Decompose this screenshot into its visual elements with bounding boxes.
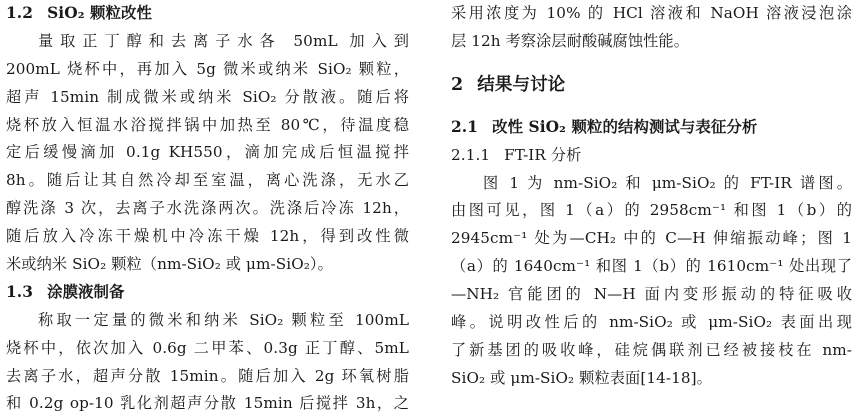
paragraph-line: 米或纳米 SiO₂ 颗粒（nm-SiO₂ 或 μm-SiO₂）。 — [6, 255, 333, 274]
paragraph-line: 峰。说明改性后的 nm-SiO₂ 或 μm-SiO₂ 表面出现 — [451, 313, 852, 332]
paragraph-line: 随后放入冷冻干燥机中冷冻干燥 12h，得到改性微 — [6, 227, 409, 246]
right-column — [451, 0, 852, 393]
paragraph-line: 称取一定量的微米和纳米 SiO₂ 颗粒至 100mL — [38, 310, 409, 329]
paragraph-line: 由图可见，图 1（a）的 2958cm⁻¹ 和图 1（b）的 — [451, 201, 852, 220]
section-title: SiO₂ 颗粒改性 — [47, 4, 153, 22]
section-heading-1-3 — [6, 279, 409, 307]
spacer — [451, 102, 852, 114]
paragraph-line: 200mL 烧杯中，再加入 5g 微米或纳米 SiO₂ 颗粒， — [6, 59, 409, 78]
paragraph-line: 8h。随后让其自然冷却至室温，离心洗涤，无水乙 — [6, 171, 409, 190]
paragraph-line: SiO₂ 或 μm-SiO₂ 颗粒表面[14-18]。 — [451, 368, 712, 387]
paragraph-line: 超声 15min 制成微米或纳米 SiO₂ 分散液。随后将 — [6, 87, 409, 106]
paragraph-line: 烧杯放入恒温水浴搅拌锅中加热至 80℃，待温度稳 — [6, 115, 409, 134]
section-title: 改性 SiO₂ 颗粒的结构测试与表征分析 — [492, 117, 758, 136]
paragraph-line: 量取正丁醇和去离子水各 50mL 加入到 — [38, 31, 409, 50]
section-number: 2.1 — [451, 117, 479, 136]
paragraph-line: 醇洗涤 3 次，去离子水洗涤两次。洗涤后冷冻 12h， — [6, 199, 409, 218]
paragraph-line: （a）的 1640cm⁻¹ 和图 1（b）的 1610cm⁻¹ 处出现了 — [451, 257, 852, 276]
section-title: 涂膜液制备 — [47, 282, 125, 301]
spacer — [451, 56, 852, 68]
left-column — [6, 0, 409, 418]
section-number: 2 — [451, 74, 464, 95]
section-heading-2-1 — [451, 114, 852, 142]
paragraph-line: 图 1 为 nm-SiO₂ 和 μm-SiO₂ 的 FT-IR 谱图。 — [483, 173, 852, 192]
section-heading-2-1-1 — [451, 142, 852, 170]
section-title: 结果与讨论 — [477, 74, 566, 95]
paragraph-line: —NH₂ 官能团的 N—H 面内变形振动的特征吸收 — [451, 285, 852, 304]
section-heading-1-2 — [6, 0, 409, 28]
paragraph-line: 2945cm⁻¹ 处为—CH₂ 中的 C—H 伸缩振动峰；图 1 — [451, 229, 852, 248]
paragraph-line: 去离子水，超声分散 15min。随后加入 2g 环氧树脂 — [6, 366, 409, 385]
section-number: 1.3 — [6, 282, 34, 301]
paragraph-line: 了新基团的吸收峰，硅烷偶联剂已经被接枝在 nm- — [451, 340, 852, 359]
section-number: 1.2 — [6, 4, 34, 22]
section-title: FT-IR 分析 — [504, 145, 582, 164]
paragraph-line: 定后缓慢滴加 0.1g KH550，滴加完成后恒温搅拌 — [6, 143, 409, 162]
paragraph-line: 采用浓度为 10% 的 HCl 溶液和 NaOH 溶液浸泡涂 — [451, 4, 852, 22]
paragraph-line: 烧杯中，依次加入 0.6g 二甲苯、0.3g 正丁醇、5mL — [6, 338, 409, 357]
section-number: 2.1.1 — [451, 145, 491, 164]
section-heading-2 — [451, 68, 852, 102]
paragraph-line: 层 12h 考察涂层耐酸碱腐蚀性能。 — [451, 31, 689, 50]
paragraph-line: 和 0.2g op-10 乳化剂超声分散 15min 后搅拌 3h，之 — [6, 394, 409, 413]
